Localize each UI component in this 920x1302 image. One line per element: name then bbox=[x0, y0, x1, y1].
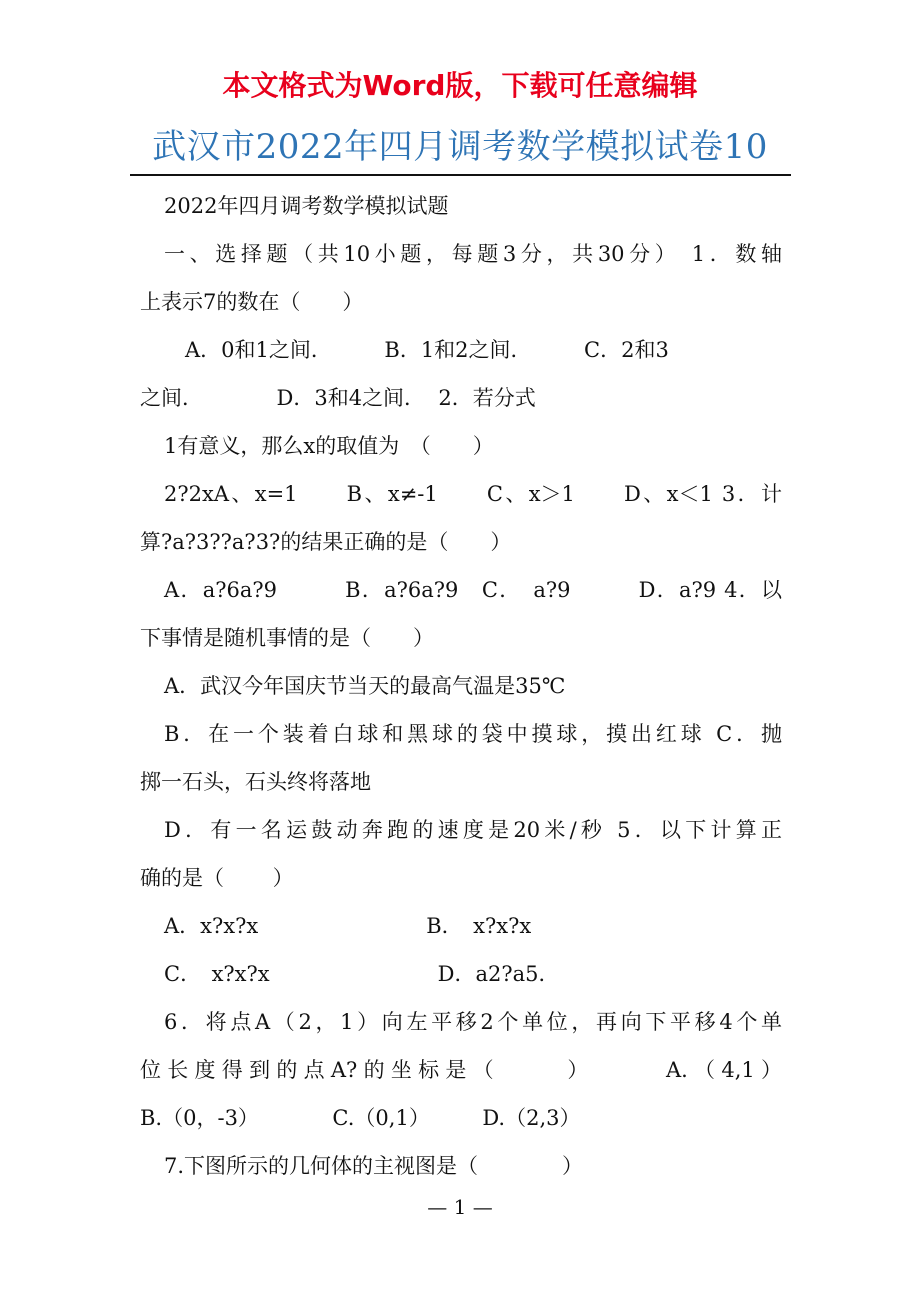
title-divider bbox=[130, 174, 791, 176]
text-line: A．a?6a?9 B．a?6a?9 C． a?9 D．a?9 4．以 bbox=[164, 578, 782, 602]
text-line: 位长度得到的点A?的坐标是（ ） A.（4,1） bbox=[140, 1058, 782, 1082]
text-line: 一、选择题（共10小题，每题3分，共30分） 1．数轴 bbox=[164, 242, 782, 266]
text-line: D．有一名运鼓动奔跑的速度是20米/秒 5．以下计算正 bbox=[164, 818, 782, 842]
text-line: 2?2xA、x=1 B、x≠-1 C、x＞1 D、x＜1 3．计 bbox=[164, 482, 782, 506]
text-line: 6．将点A（2，1）向左平移2个单位，再向下平移4个单 bbox=[164, 1010, 782, 1034]
text-line: 1有意义，那么x的取值为 （ ） bbox=[164, 434, 494, 458]
download-banner: 本文格式为Word版，下载可任意编辑 bbox=[222, 69, 698, 102]
text-line: B．在一个装着白球和黑球的袋中摸球，摸出红球 C．抛 bbox=[164, 722, 782, 746]
text-line: 2022年四月调考数学模拟试题 bbox=[164, 194, 449, 218]
text-line: 掷一石头，石头终将落地 bbox=[140, 770, 371, 794]
text-line: B.（0，-3） C.（0,1） D.（2,3） bbox=[140, 1106, 581, 1130]
text-line: 7.下图所示的几何体的主视图是（ ） bbox=[164, 1154, 584, 1178]
text-line: 下事情是随机事情的是（ ） bbox=[140, 626, 434, 650]
text-line: A．武汉今年国庆节当天的最高气温是35℃ bbox=[164, 674, 566, 698]
page-number: — 1 — bbox=[427, 1195, 493, 1219]
text-line: 上表示7的数在（ ） bbox=[140, 290, 364, 314]
text-line: 算?a?3??a?3?的结果正确的是（ ） bbox=[140, 530, 512, 554]
text-line: 之间． D．3和4之间． 2．若分式 bbox=[140, 386, 536, 410]
document-title: 武汉市2022年四月调考数学模拟试卷10 bbox=[152, 127, 768, 167]
text-line: A．x?x?x B． x?x?x bbox=[164, 914, 532, 938]
text-line: 确的是（ ） bbox=[140, 866, 294, 890]
text-line: C． x?x?x D．a2?a5． bbox=[164, 962, 560, 986]
text-line: A．0和1之间． B．1和2之间． C．2和3 bbox=[164, 338, 669, 362]
document-body bbox=[140, 182, 782, 1190]
